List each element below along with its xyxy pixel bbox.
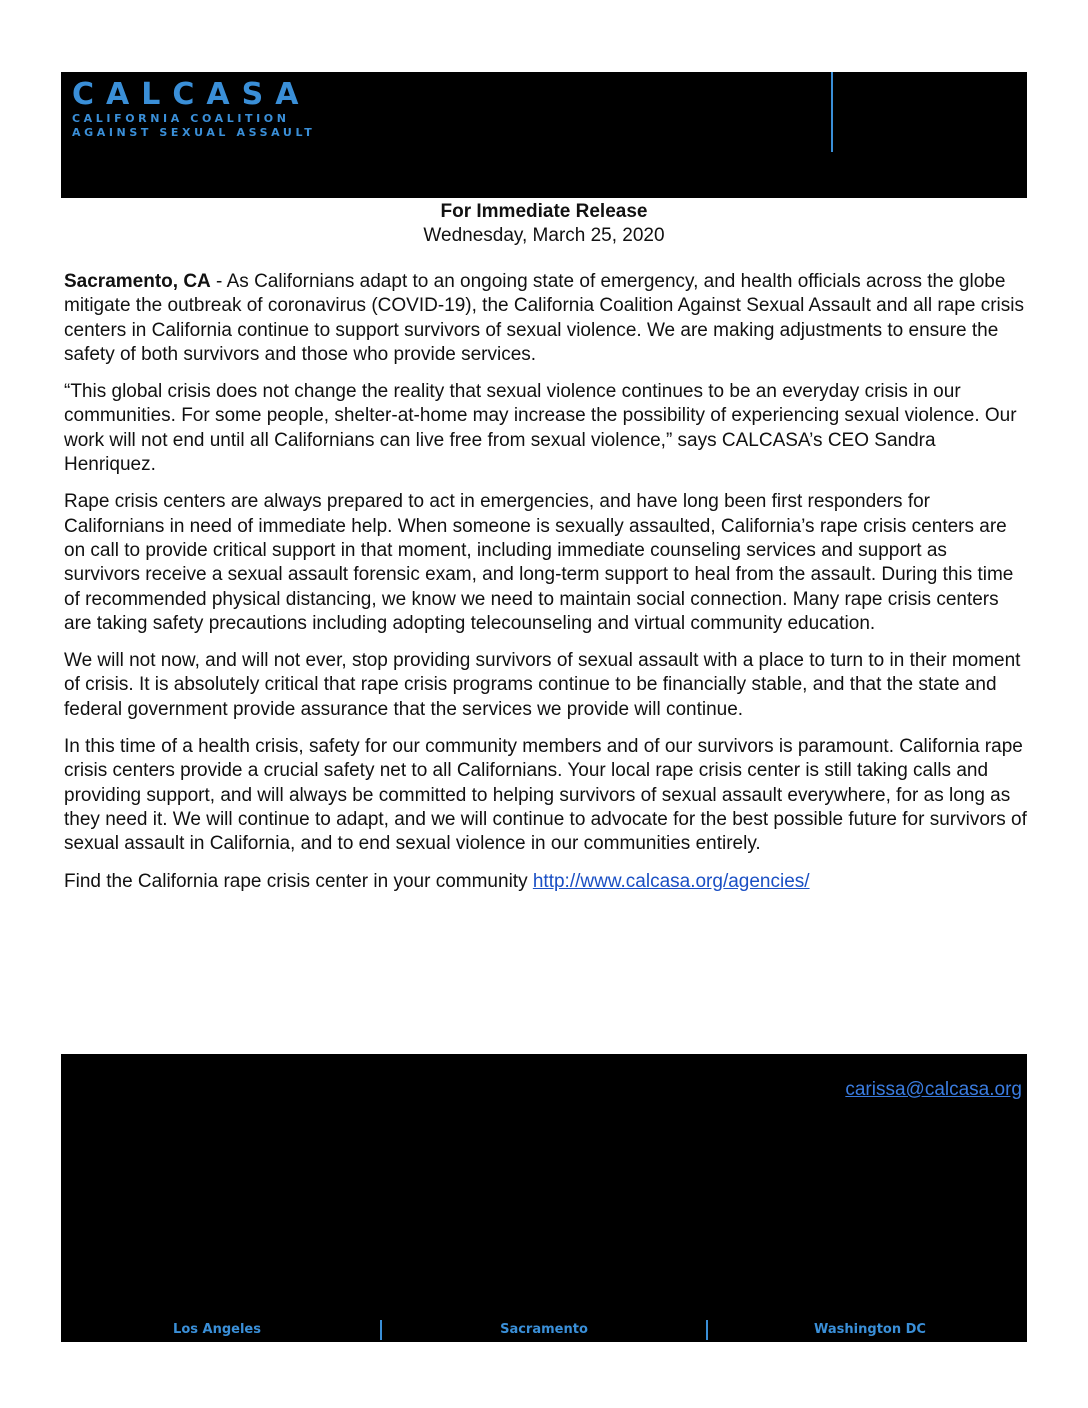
paragraph-commitment: We will not now, and will not ever, stop providing survivors of sexual assault with a place to turn to in their moment of crisis. It is absolutely critical that rape crisis programs continue to be financially stable, and that the state and federal government provide assurance that the services we provide will continue. (64, 650, 1021, 720)
logo-tagline-line1: CALIFORNIA COALITION (72, 112, 290, 125)
calcasa-logo (72, 78, 315, 140)
paragraph-intro (64, 270, 1028, 367)
release-date: Wednesday, March 25, 2020 (423, 225, 665, 246)
contact-email-link[interactable]: carissa@calcasa.org (845, 1079, 1022, 1100)
paragraph-find-center (64, 870, 1028, 894)
office-los-angeles: Los Angeles (173, 1322, 261, 1337)
paragraph-safety: In this time of a health crisis, safety for our community members and of our survivors is paramount. California rape crisis centers provide a crucial safety net to all Californians. Your local rape crisis center is still taking calls and providing support, and will always be committed to helping survivors of sexual assault everywhere, for as long as they need it. We will continue to adapt, and we will continue to advocate for the best possible future for survivors of sexual assault in California, and to end sexual violence in our communities entirely. (64, 736, 1027, 855)
header-divider (831, 72, 833, 152)
paragraph-quote: “This global crisis does not change the reality that sexual violence continues to be an everyday crisis in our communities. For some people, shelter-at-home may increase the possibility of experiencing sexual violence. Our work will not end until all Californians can live free from sexual violence,” says CALCASA’s CEO Sandra Henriquez. (64, 381, 1017, 476)
press-release-body (64, 270, 1028, 907)
footer-banner (61, 1054, 1027, 1342)
paragraph-intro-text: - As Californians adapt to an ongoing state of emergency, and health officials across the globe mitigate the outbreak of coronavirus (COVID-19), the California Coalition Against Sexual Assault and all rape crisis centers in California continue to support survivors of sexual violence. We are making adjustments to ensure the safety of both survivors and those who provide services. (64, 271, 1024, 365)
dateline-location: Sacramento, CA (64, 271, 211, 292)
find-center-text: Find the California rape crisis center in your community (64, 870, 533, 892)
office-divider (706, 1320, 708, 1340)
office-washington-dc: Washington DC (814, 1322, 926, 1337)
office-sacramento: Sacramento (500, 1322, 588, 1337)
release-title: For Immediate Release (440, 201, 648, 222)
office-divider (380, 1320, 382, 1340)
paragraph-first-responders: Rape crisis centers are always prepared to act in emergencies, and have long been first responders for Californians in need of immediate help. When someone is sexually assaulted, California’s rape crisis centers are on call to provide critical support in that moment, including immediate counseling services and support as survivors receive a sexual assault forensic exam, and long-term support to heal from the assault. During this time of recommended physical distancing, we know we need to maintain social connection. Many rape crisis centers are taking safety precautions including adopting telecounseling and virtual community education. (64, 491, 1014, 634)
logo-tagline-line2: AGAINST SEXUAL ASSAULT (72, 126, 316, 139)
header-banner (61, 72, 1027, 198)
agencies-link[interactable]: http://www.calcasa.org/agencies/ (532, 870, 810, 892)
logo-wordmark: CALCASA (72, 77, 311, 112)
